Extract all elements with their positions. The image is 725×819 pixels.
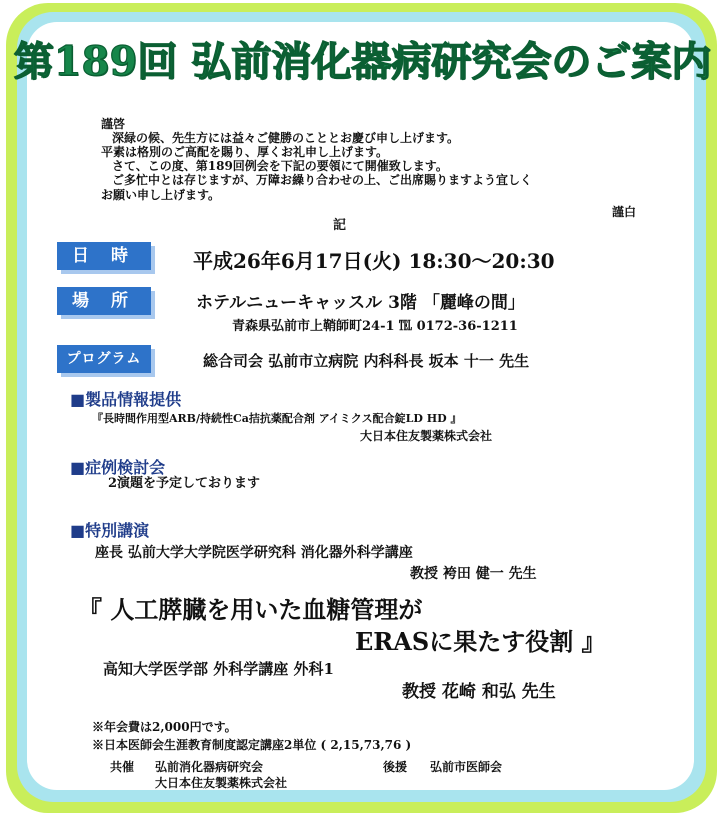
place-label: 場 所	[57, 287, 151, 315]
product-heading: ■製品情報提供	[70, 390, 182, 409]
product-company: 大日本住友製薬株式会社	[360, 429, 493, 443]
greeting-line: ご多忙中とは存じますが、万障お繰り合わせの上、ご出席賜りますよう宜しく	[112, 173, 533, 187]
greeting-line: お願い申し上げます。	[101, 188, 221, 202]
lecture-chair: 座長 弘前大学大学院医学研究科 消化器外科学講座	[95, 545, 413, 561]
place-venue: ホテルニューキャッスル 3階 「麗峰の間」	[196, 293, 525, 313]
lecture-title-line2: ERASに果たす役割 』	[355, 627, 606, 656]
note-credit: ※日本医師会生涯教育制度認定講座2単位 ( 2,15,73,76 )	[92, 738, 412, 752]
lecture-chair-name: 教授 袴田 健一 先生	[410, 566, 537, 582]
support-label: 後援	[383, 760, 408, 774]
cohost-org2: 大日本住友製薬株式会社	[155, 776, 288, 790]
greeting-line: 深緑の候、先生方には益々ご健勝のこととお慶び申し上げます。	[112, 131, 460, 145]
case-line: 2演題を予定しております	[108, 476, 261, 491]
note-fee: ※年会費は2,000円です。	[92, 720, 237, 734]
program-value: 総合司会 弘前市立病院 内科科長 坂本 十一 先生	[203, 352, 530, 370]
product-line: 『長時間作用型ARB/持続性Ca拮抗薬配合剤 アイミクス配合錠LD HD 』	[92, 412, 462, 425]
ki-label: 記	[333, 218, 347, 233]
page-title: 第189回 弘前消化器病研究会のご案内	[13, 38, 712, 85]
lecture-speaker-name: 教授 花崎 和弘 先生	[402, 682, 556, 702]
greeting-opening: 謹啓	[101, 117, 126, 131]
lecture-title-line1: 『 人工膵臓を用いた血糖管理が	[78, 595, 423, 624]
cohost-label: 共催	[110, 760, 135, 774]
case-heading: ■症例検討会	[70, 458, 166, 477]
lecture-heading: ■特別講演	[70, 521, 150, 540]
place-address: 青森県弘前市上鞘師町24-1 ℡ 0172-36-1211	[232, 319, 518, 334]
program-label: プログラム	[57, 345, 151, 373]
lecture-speaker-affiliation: 高知大学医学部 外科学講座 外科1	[103, 660, 334, 678]
support-org: 弘前市医師会	[430, 760, 503, 774]
cohost-org1: 弘前消化器病研究会	[155, 760, 264, 774]
datetime-value: 平成26年6月17日(火) 18:30～20:30	[193, 249, 555, 273]
greeting-line: 平素は格別のご高配を賜り、厚くお礼申し上げます。	[101, 145, 389, 159]
greeting-line: さて、この度、第189回例会を下記の要領にて開催致します。	[112, 159, 448, 173]
datetime-label: 日 時	[57, 242, 151, 270]
greeting-closing: 謹白	[612, 205, 637, 219]
